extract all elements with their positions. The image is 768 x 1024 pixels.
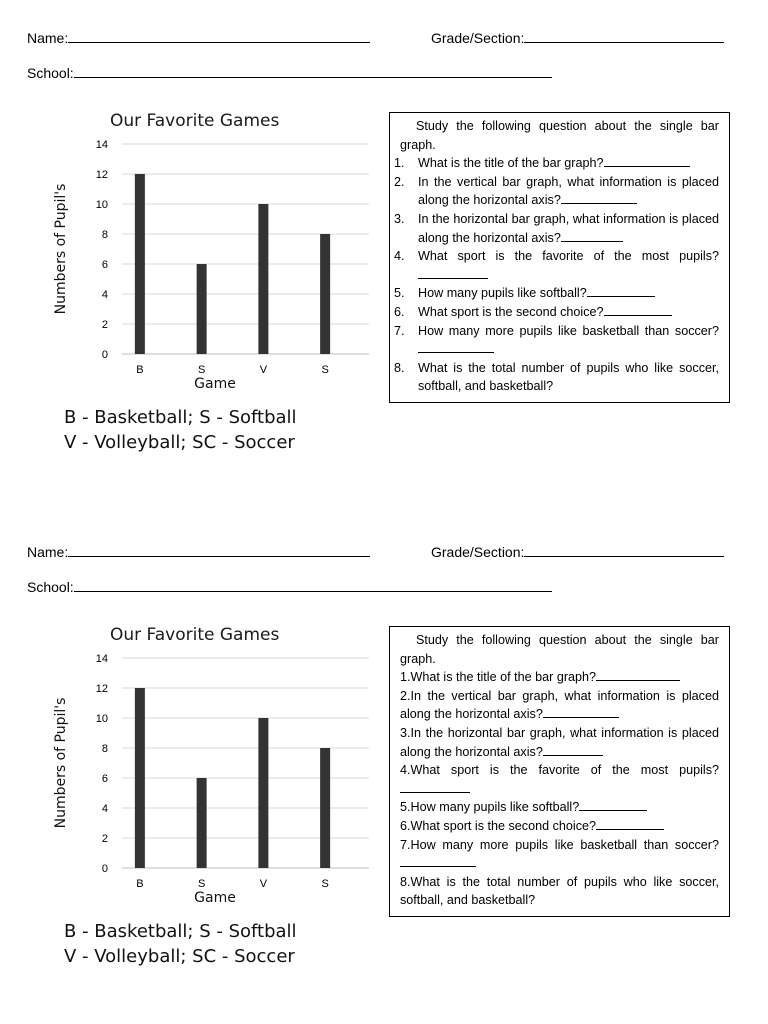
y-axis-title: Numbers of Pupil's — [53, 697, 69, 829]
x-axis-title: Game — [194, 376, 236, 392]
question-text: In the horizontal bar graph, what information is placed along the horizontal axis? — [418, 211, 719, 245]
y-tick-label: 0 — [101, 349, 108, 361]
answer-blank[interactable] — [418, 267, 488, 279]
x-tick-label: S — [321, 878, 329, 890]
y-tick-label: 4 — [101, 289, 108, 301]
question-text: In the vertical bar graph, what information is placed along the horizontal axis? — [400, 688, 719, 722]
answer-blank[interactable] — [604, 155, 690, 167]
question-number: 8. — [400, 874, 411, 889]
bar-1 — [135, 688, 145, 868]
question-list — [400, 668, 719, 910]
answer-blank[interactable] — [561, 230, 623, 242]
y-tick-label: 2 — [101, 833, 108, 845]
question-text: How many pupils like softball? — [418, 286, 587, 301]
question-text: What is the title of the bar graph? — [418, 156, 604, 171]
school-line[interactable] — [74, 64, 552, 78]
school-line[interactable] — [74, 578, 552, 592]
questions-box — [389, 112, 730, 403]
bar-4 — [320, 748, 330, 868]
name-field — [27, 29, 370, 47]
question-number: 5. — [400, 800, 411, 815]
question-text: How many more pupils like basketball than soccer? — [410, 837, 719, 852]
question-text: What sport is the second choice? — [418, 304, 604, 319]
question-number: 4. — [394, 249, 405, 264]
y-tick-label: 0 — [101, 863, 108, 875]
x-tick-label: S — [197, 364, 206, 376]
question-number: 2. — [394, 174, 405, 189]
x-tick-label: V — [259, 364, 268, 376]
answer-blank[interactable] — [604, 304, 672, 316]
y-tick-label: 8 — [101, 743, 108, 755]
y-tick-label: 12 — [95, 169, 108, 181]
question-text: What is the total number of pupils who like soccer, softball, and basketball? — [418, 360, 719, 394]
name-line[interactable] — [68, 29, 370, 43]
question-1 — [400, 668, 719, 687]
question-6 — [394, 303, 719, 322]
bar-4 — [320, 234, 330, 354]
answer-blank[interactable] — [418, 341, 494, 353]
question-2 — [400, 687, 719, 724]
question-3 — [400, 724, 719, 761]
question-number: 1. — [400, 670, 411, 685]
questions-intro: Study the following question about the single bar graph. — [400, 119, 719, 152]
bar-3 — [258, 204, 268, 354]
chart-legend — [64, 919, 297, 969]
question-1 — [394, 154, 719, 173]
y-tick-label: 10 — [95, 713, 108, 725]
question-number: 2. — [400, 688, 411, 703]
x-axis-title: Game — [194, 890, 236, 906]
x-tick-label: V — [259, 878, 268, 890]
question-number: 6. — [400, 818, 411, 833]
question-5 — [394, 284, 719, 303]
grade-section-field — [431, 543, 724, 561]
question-number: 5. — [394, 286, 405, 301]
answer-blank[interactable] — [543, 706, 619, 718]
question-4 — [394, 247, 719, 284]
school-label: School: — [27, 579, 74, 595]
worksheet-2 — [0, 514, 768, 1014]
question-3 — [394, 210, 719, 247]
questions-box — [389, 626, 730, 917]
legend-line-1: B - Basketball; S - Softball — [64, 921, 297, 942]
question-number: 1. — [394, 156, 405, 171]
name-label: Name: — [27, 544, 69, 560]
question-text: What sport is the favorite of the most pupils? — [410, 763, 719, 778]
x-tick-label: S — [197, 878, 206, 890]
question-text: What sport is the favorite of the most pupils? — [418, 249, 719, 264]
chart-title: Our Favorite Games — [110, 625, 280, 645]
question-7 — [400, 836, 719, 873]
question-list — [394, 154, 719, 396]
question-5 — [400, 798, 719, 817]
question-number: 3. — [400, 725, 411, 740]
bar-2 — [197, 264, 207, 354]
question-number: 7. — [394, 323, 405, 338]
question-number: 4. — [400, 763, 411, 778]
question-7 — [394, 322, 719, 359]
grade-section-line[interactable] — [524, 543, 724, 557]
answer-blank[interactable] — [561, 192, 637, 204]
x-tick-label: B — [136, 878, 144, 890]
question-text: In the vertical bar graph, what information is placed along the horizontal axis? — [418, 174, 719, 208]
answer-blank[interactable] — [579, 799, 647, 811]
question-number: 7. — [400, 837, 411, 852]
school-field — [27, 64, 552, 82]
y-tick-label: 6 — [101, 773, 108, 785]
question-text: What is the title of the bar graph? — [410, 670, 597, 685]
y-tick-label: 12 — [95, 683, 108, 695]
answer-blank[interactable] — [587, 285, 655, 297]
school-field — [27, 578, 552, 596]
y-tick-label: 4 — [101, 803, 108, 815]
question-8 — [400, 873, 719, 910]
question-number: 6. — [394, 304, 405, 319]
question-text: What is the total number of pupils who like soccer, softball, and basketball? — [400, 874, 719, 908]
question-8 — [394, 359, 719, 396]
answer-blank[interactable] — [596, 669, 680, 681]
bar-chart — [44, 100, 374, 400]
legend-line-1: B - Basketball; S - Softball — [64, 407, 297, 428]
bar-2 — [197, 778, 207, 868]
y-axis-title: Numbers of Pupil's — [53, 183, 69, 315]
school-label: School: — [27, 65, 74, 81]
y-tick-label: 8 — [101, 229, 108, 241]
questions-intro: Study the following question about the single bar graph. — [400, 633, 719, 666]
worksheet-1 — [0, 0, 768, 500]
grade-section-label: Grade/Section: — [431, 30, 525, 46]
question-text: In the horizontal bar graph, what information is placed along the horizontal axis? — [400, 725, 719, 759]
question-number: 3. — [394, 211, 405, 226]
name-label: Name: — [27, 30, 69, 46]
chart-legend — [64, 405, 297, 455]
name-field — [27, 543, 370, 561]
grade-section-field — [431, 29, 724, 47]
legend-line-2: V - Volleyball; SC - Soccer — [64, 432, 295, 453]
answer-blank[interactable] — [400, 855, 476, 867]
question-6 — [400, 817, 719, 836]
question-text: What sport is the second choice? — [410, 818, 597, 833]
question-number: 8. — [394, 360, 405, 375]
bar-chart-svg — [44, 100, 374, 400]
bar-3 — [258, 718, 268, 868]
legend-line-2: V - Volleyball; SC - Soccer — [64, 946, 295, 967]
bar-chart — [44, 614, 374, 914]
answer-blank[interactable] — [400, 781, 470, 793]
question-2 — [394, 173, 719, 210]
y-tick-label: 2 — [101, 319, 108, 331]
question-text: How many more pupils like basketball than soccer? — [418, 323, 719, 338]
answer-blank[interactable] — [596, 818, 664, 830]
x-tick-label: S — [321, 364, 329, 376]
grade-section-line[interactable] — [524, 29, 724, 43]
y-tick-label: 6 — [101, 259, 108, 271]
y-tick-label: 10 — [95, 199, 108, 211]
grade-section-label: Grade/Section: — [431, 544, 525, 560]
y-tick-label: 14 — [95, 139, 108, 151]
question-4 — [400, 761, 719, 798]
y-tick-label: 14 — [95, 653, 108, 665]
x-tick-label: B — [136, 364, 144, 376]
chart-title: Our Favorite Games — [110, 111, 280, 131]
bar-1 — [135, 174, 145, 354]
question-text: How many pupils like softball? — [410, 800, 580, 815]
answer-blank[interactable] — [543, 744, 603, 756]
name-line[interactable] — [68, 543, 370, 557]
bar-chart-svg — [44, 614, 374, 914]
